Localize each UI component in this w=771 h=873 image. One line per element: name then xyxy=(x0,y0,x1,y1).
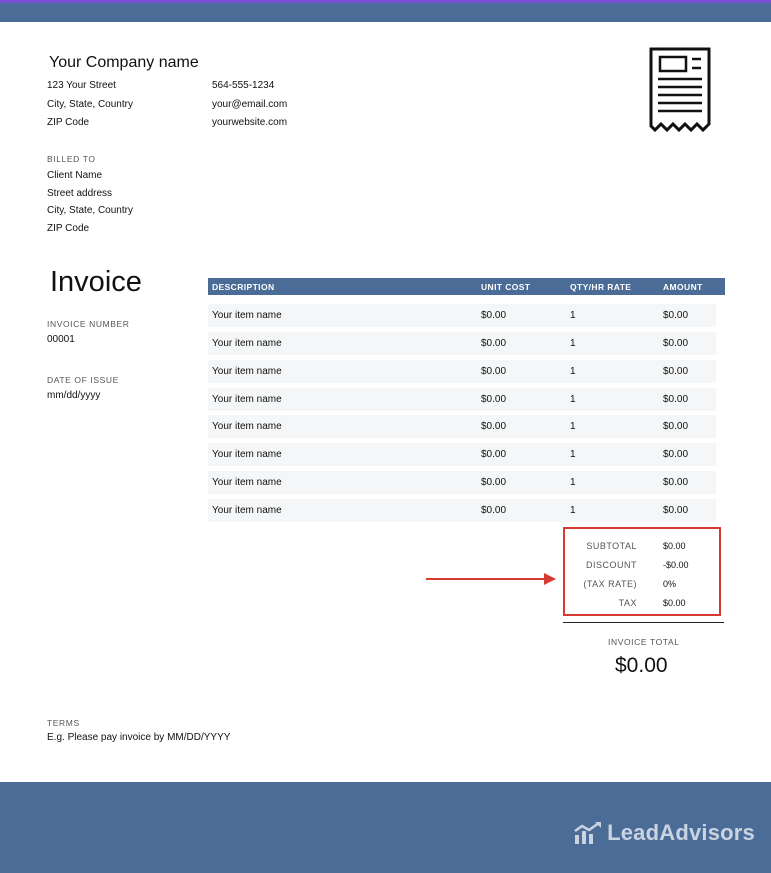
item-qty: 1 xyxy=(570,310,576,321)
item-qty: 1 xyxy=(570,338,576,349)
company-city: City, State, Country xyxy=(47,98,133,110)
tax-label: TAX xyxy=(618,598,637,608)
header-unit-cost: UNIT COST xyxy=(481,282,531,292)
subtotal-label: SUBTOTAL xyxy=(586,541,637,551)
totals-divider xyxy=(563,622,724,623)
billed-to-label: BILLED TO xyxy=(47,154,96,164)
company-email: your@email.com xyxy=(212,98,288,110)
item-description: Your item name xyxy=(212,421,282,432)
item-unit-cost: $0.00 xyxy=(481,338,507,349)
receipt-document-icon xyxy=(648,46,712,132)
invoice-title: Invoice xyxy=(50,266,142,298)
company-phone: 564-555-1234 xyxy=(212,80,275,91)
item-description: Your item name xyxy=(212,394,282,405)
tax-value: $0.00 xyxy=(663,598,686,608)
item-amount: $0.00 xyxy=(663,449,689,460)
item-amount: $0.00 xyxy=(663,421,689,432)
footer-banner xyxy=(0,782,771,873)
header-description: DESCRIPTION xyxy=(212,282,275,292)
invoice-total-label: INVOICE TOTAL xyxy=(608,637,680,647)
items-table-header xyxy=(208,278,725,295)
table-row xyxy=(208,360,716,383)
tax-rate-value: 0% xyxy=(663,579,677,589)
subtotal-value: $0.00 xyxy=(663,541,686,551)
item-amount: $0.00 xyxy=(663,366,689,377)
company-address xyxy=(47,77,133,133)
date-of-issue: mm/dd/yyyy xyxy=(47,390,101,401)
date-of-issue-label: DATE OF ISSUE xyxy=(47,375,119,385)
table-row xyxy=(208,499,716,522)
item-unit-cost: $0.00 xyxy=(481,421,507,432)
item-unit-cost: $0.00 xyxy=(481,366,507,377)
item-unit-cost: $0.00 xyxy=(481,449,507,460)
top-banner xyxy=(0,0,771,22)
tax-rate-label: (TAX RATE) xyxy=(583,579,637,589)
item-unit-cost: $0.00 xyxy=(481,505,507,516)
brand-logo xyxy=(573,820,755,846)
item-amount: $0.00 xyxy=(663,394,689,405)
table-row xyxy=(208,388,716,411)
table-row xyxy=(208,443,716,466)
item-amount: $0.00 xyxy=(663,505,689,516)
item-description: Your item name xyxy=(212,505,282,516)
brand-name: LeadAdvisors xyxy=(607,820,755,845)
item-qty: 1 xyxy=(570,505,576,516)
client-city: City, State, Country xyxy=(47,205,133,216)
item-description: Your item name xyxy=(212,338,282,349)
terms-text: E.g. Please pay invoice by MM/DD/YYYY xyxy=(47,732,231,743)
growth-chart-icon xyxy=(573,821,603,845)
discount-label: DISCOUNT xyxy=(586,560,637,570)
item-description: Your item name xyxy=(212,449,282,460)
client-zip: ZIP Code xyxy=(47,222,90,234)
header-qty-rate: QTY/HR RATE xyxy=(570,282,632,292)
header-amount: AMOUNT xyxy=(663,282,703,292)
item-amount: $0.00 xyxy=(663,310,689,321)
invoice-number: 00001 xyxy=(47,334,75,345)
arrow-right-icon xyxy=(426,571,558,587)
item-description: Your item name xyxy=(212,477,282,488)
item-description: Your item name xyxy=(212,310,282,321)
item-qty: 1 xyxy=(570,394,576,405)
company-contact xyxy=(212,77,287,133)
table-row xyxy=(208,332,716,355)
client-name: Client Name xyxy=(47,170,103,181)
item-qty: 1 xyxy=(570,477,576,488)
terms-label: TERMS xyxy=(47,718,80,728)
table-row xyxy=(208,415,716,438)
item-unit-cost: $0.00 xyxy=(481,477,507,488)
item-amount: $0.00 xyxy=(663,477,689,488)
company-street: 123 Your Street xyxy=(47,80,116,91)
discount-value: -$0.00 xyxy=(663,560,689,570)
item-description: Your item name xyxy=(212,366,282,377)
item-amount: $0.00 xyxy=(663,338,689,349)
invoice-number-label: INVOICE NUMBER xyxy=(47,319,130,329)
item-qty: 1 xyxy=(570,421,576,432)
company-name: Your Company name xyxy=(49,54,199,71)
item-qty: 1 xyxy=(570,449,576,460)
company-zip: ZIP Code xyxy=(47,117,90,128)
client-street: Street address xyxy=(47,187,113,199)
billed-to-block xyxy=(47,167,133,237)
invoice-total-value: $0.00 xyxy=(615,654,668,677)
item-unit-cost: $0.00 xyxy=(481,310,507,321)
item-unit-cost: $0.00 xyxy=(481,394,507,405)
table-row xyxy=(208,471,716,494)
item-qty: 1 xyxy=(570,366,576,377)
company-website: yourwebsite.com xyxy=(212,117,288,128)
table-row xyxy=(208,304,716,327)
